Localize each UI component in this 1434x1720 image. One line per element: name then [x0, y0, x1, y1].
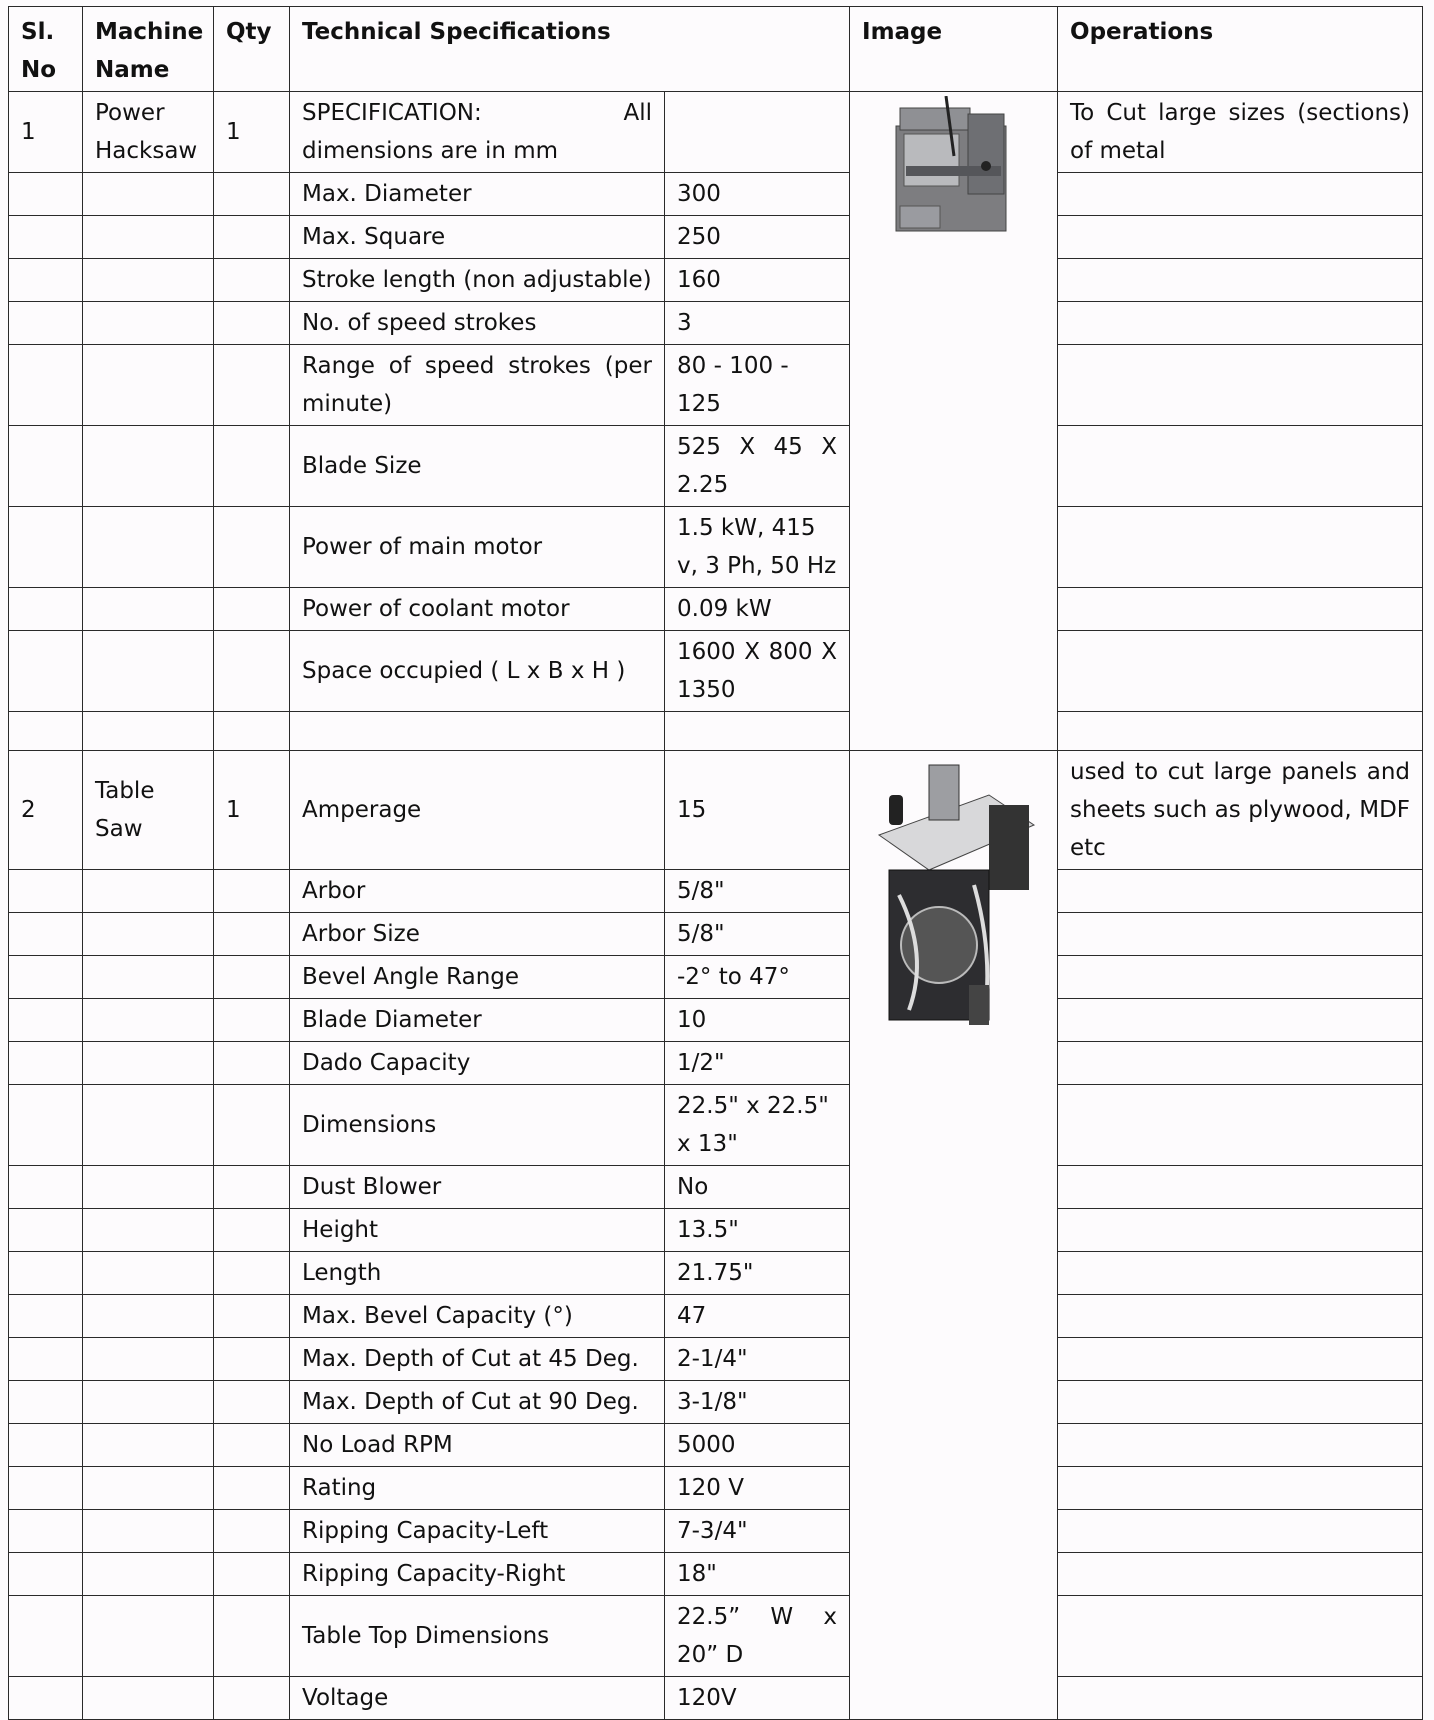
table-row: [9, 588, 1423, 631]
table-row: [9, 302, 1423, 345]
spec-label-cell: Blade Diameter: [290, 999, 665, 1042]
table-row: [9, 1166, 1423, 1209]
spec-label-cell: No. of speed strokes: [290, 302, 665, 345]
header-sl-no: Sl. No: [9, 7, 83, 92]
table-row: [9, 631, 1423, 712]
spec-value-cell: 5/8": [665, 870, 850, 913]
spec-label-cell: Stroke length (non adjustable): [290, 259, 665, 302]
table-row: [9, 1252, 1423, 1295]
spec-value-cell: 80 - 100 - 125: [665, 345, 850, 426]
header-qty: Qty: [214, 7, 290, 92]
spec-value-cell: 7-3/4": [665, 1510, 850, 1553]
table-row: [9, 956, 1423, 999]
table-row: [9, 1295, 1423, 1338]
table-saw-photo: [869, 755, 1039, 1040]
machine-name-cell: Table Saw: [83, 751, 214, 870]
spec-label-cell: Rating: [290, 1467, 665, 1510]
spec-value-cell: 0.09 kW: [665, 588, 850, 631]
spec-label-cell: Max. Depth of Cut at 45 Deg.: [290, 1338, 665, 1381]
table-row: [9, 1042, 1423, 1085]
spec-label-cell: Max. Square: [290, 216, 665, 259]
spec-value-cell: 15: [665, 751, 850, 870]
table-row: [9, 712, 1423, 751]
spec-label-cell: Power of main motor: [290, 507, 665, 588]
spec-value-cell: 1600 X 800 X 1350: [665, 631, 850, 712]
spec-label-cell: Dado Capacity: [290, 1042, 665, 1085]
operation-cell: used to cut large panels and sheets such as plywood, MDF etc: [1058, 751, 1423, 870]
sl-no-cell: 1: [9, 92, 83, 173]
table-row: [9, 1510, 1423, 1553]
spec-value-cell: 13.5": [665, 1209, 850, 1252]
table-row: [9, 913, 1423, 956]
table-row: [9, 1338, 1423, 1381]
spec-label-cell: Table Top Dimensions: [290, 1596, 665, 1677]
sl-no-cell: 2: [9, 751, 83, 870]
spec-value-cell: 300: [665, 173, 850, 216]
table-row: [9, 1424, 1423, 1467]
spec-label-cell: Power of coolant motor: [290, 588, 665, 631]
machine-spec-sheet: [8, 6, 1422, 1720]
table-row: [9, 870, 1423, 913]
table-row: [9, 426, 1423, 507]
spec-value-cell: No: [665, 1166, 850, 1209]
table-row: [9, 1381, 1423, 1424]
spec-value-cell: 1.5 kW, 415 v, 3 Ph, 50 Hz: [665, 507, 850, 588]
machine-name-cell: Power Hacksaw: [83, 92, 214, 173]
spec-label-cell: Max. Bevel Capacity (°): [290, 1295, 665, 1338]
spec-value-cell: 47: [665, 1295, 850, 1338]
power-hacksaw-photo: [886, 96, 1021, 246]
spec-label-cell: Amperage: [290, 751, 665, 870]
spec-value-cell: 18": [665, 1553, 850, 1596]
spec-label-cell: Blade Size: [290, 426, 665, 507]
spec-value-cell: 3-1/8": [665, 1381, 850, 1424]
spec-value-cell: 3: [665, 302, 850, 345]
machine-table: [8, 6, 1423, 1720]
header-row: [9, 7, 1423, 92]
spec-value-cell: 10: [665, 999, 850, 1042]
table-row: [9, 1209, 1423, 1252]
spec-label-cell: Ripping Capacity-Right: [290, 1553, 665, 1596]
spec-label-cell: Height: [290, 1209, 665, 1252]
table-row: [9, 259, 1423, 302]
table-row: [9, 999, 1423, 1042]
spec-value-cell: 1/2": [665, 1042, 850, 1085]
spec-label-cell: Length: [290, 1252, 665, 1295]
spec-label-cell: Ripping Capacity-Left: [290, 1510, 665, 1553]
spec-value-cell: [665, 92, 850, 173]
spec-label-cell: Bevel Angle Range: [290, 956, 665, 999]
qty-cell: 1: [214, 751, 290, 870]
spec-value-cell: 22.5” W x 20” D: [665, 1596, 850, 1677]
power-hacksaw-image-cell: [850, 92, 1058, 751]
qty-cell: 1: [214, 92, 290, 173]
table-row: [9, 216, 1423, 259]
spec-value-cell: 250: [665, 216, 850, 259]
table-row: [9, 751, 1423, 870]
table-row: [9, 1467, 1423, 1510]
spec-label-cell: Max. Diameter: [290, 173, 665, 216]
header-machine-name: Machine Name: [83, 7, 214, 92]
spec-label-cell: Arbor Size: [290, 913, 665, 956]
table-row: [9, 507, 1423, 588]
header-operations: Operations: [1058, 7, 1423, 92]
table-saw-image-cell: [850, 751, 1058, 1720]
spec-value-cell: 2-1/4": [665, 1338, 850, 1381]
spec-label-cell: Arbor: [290, 870, 665, 913]
spec-value-cell: -2° to 47°: [665, 956, 850, 999]
spec-label-cell: No Load RPM: [290, 1424, 665, 1467]
operation-cell: To Cut large sizes (sections) of metal: [1058, 92, 1423, 173]
spec-value-cell: 21.75": [665, 1252, 850, 1295]
spec-label-cell: Max. Depth of Cut at 90 Deg.: [290, 1381, 665, 1424]
spec-label-cell: Range of speed strokes (per minute): [290, 345, 665, 426]
spec-label-cell: Dimensions: [290, 1085, 665, 1166]
spec-value-cell: 120 V: [665, 1467, 850, 1510]
table-row: [9, 345, 1423, 426]
header-technical-specifications: Technical Specifications: [290, 7, 850, 92]
table-row: [9, 1553, 1423, 1596]
spec-value-cell: 120V: [665, 1677, 850, 1720]
table-row: [9, 1085, 1423, 1166]
spec-label-cell: Space occupied ( L x B x H ): [290, 631, 665, 712]
spec-value-cell: 525 X 45 X 2.25: [665, 426, 850, 507]
table-row: [9, 92, 1423, 173]
spec-value-cell: 22.5" x 22.5" x 13": [665, 1085, 850, 1166]
table-row: [9, 1677, 1423, 1720]
header-image: Image: [850, 7, 1058, 92]
spec-value-cell: 5000: [665, 1424, 850, 1467]
spec-value-cell: 5/8": [665, 913, 850, 956]
spec-intro-cell: SPECIFICATION: All dimensions are in mm: [290, 92, 665, 173]
table-row: [9, 173, 1423, 216]
spec-value-cell: 160: [665, 259, 850, 302]
spec-label-cell: Dust Blower: [290, 1166, 665, 1209]
spec-label-cell: Voltage: [290, 1677, 665, 1720]
